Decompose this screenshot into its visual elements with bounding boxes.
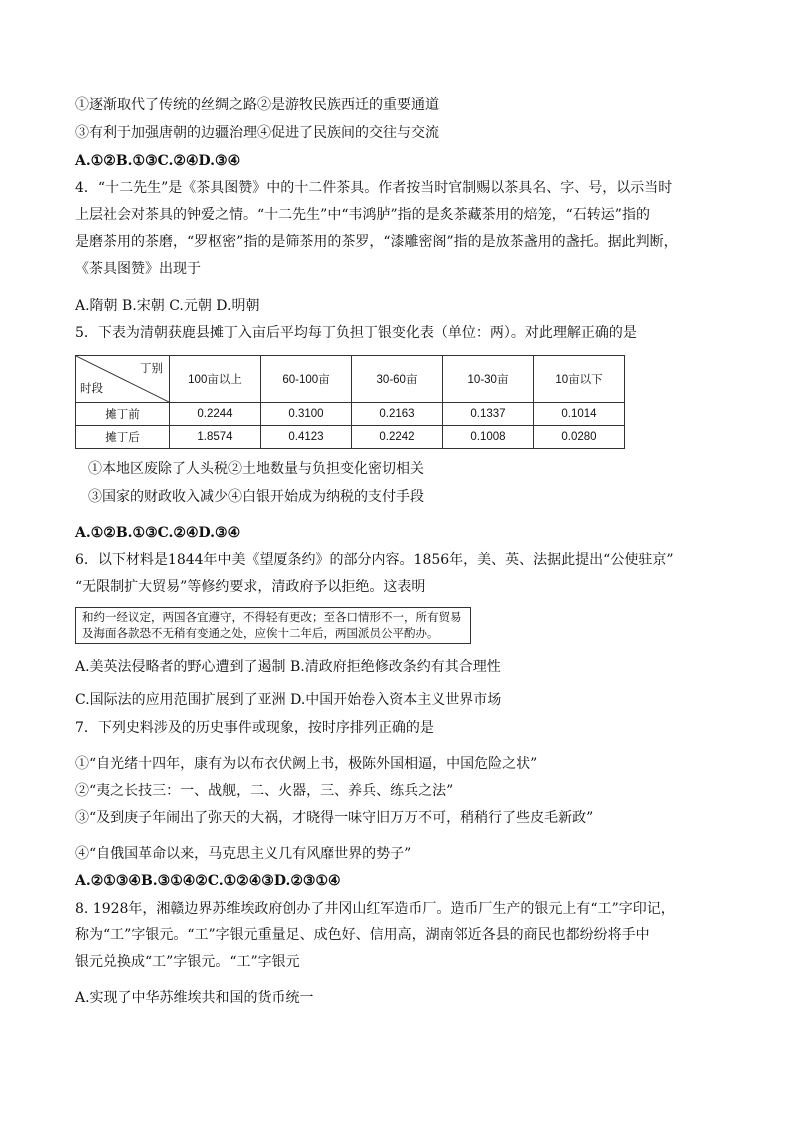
q3-option-line-1: ①逐渐取代了传统的丝绸之路②是游牧民族西迁的重要通道	[75, 97, 439, 113]
table-cell: 0.2242	[352, 426, 443, 449]
q7-source-1: ①“自光绪十四年，康有为以布衣伏阙上书，极陈外国相逼，中国危险之状”	[75, 756, 538, 772]
quote-line: 及海面各款恐不无稍有变通之处，应俟十二年后，两国派员公平酌办。	[82, 628, 439, 640]
table-header: 30-60亩	[352, 356, 443, 403]
q5-data-table	[75, 355, 625, 449]
table-cell: 0.2244	[170, 403, 261, 426]
q6-options-line-2: C.国际法的应用范围扩展到了亚洲 D.中国开始卷入资本主义世界市场	[75, 692, 502, 708]
row-label: 摊丁前	[76, 403, 170, 426]
q7-stem: 7．下列史料涉及的历史事件或现象，按时序排列正确的是	[75, 720, 434, 736]
row-label: 摊丁后	[76, 426, 170, 449]
q7-answer-choices: A.②①③④B.③①④②C.①②④③D.②③①④	[75, 873, 341, 889]
table-cell: 0.4123	[261, 426, 352, 449]
q5-option-line-2: ③国家的财政收入减少④白银开始成为纳税的支付手段	[88, 489, 424, 505]
corner-label-category: 丁别	[140, 363, 163, 375]
table-header: 10-30亩	[443, 356, 534, 403]
q3-answer-choices: A.①②B.①③C.②④D.③④	[75, 153, 241, 169]
quote-line: 和约一经议定，两国各宜遵守，不得轻有更改；至各口情形不一，所有贸易	[82, 612, 462, 624]
q5-option-line-1: ①本地区废除了人头税②土地数量与负担变化密切相关	[88, 461, 424, 477]
q6-stem-line-2: “无限制扩大贸易”等修约要求，清政府予以拒绝。这表明	[75, 579, 426, 595]
q8-stem-line-2: 称为“工”字银元。“工”字银元重量足、成色好、信用高，湖南邻近各县的商民也都纷纷将手中	[75, 927, 650, 943]
q7-source-3: ③“及到庚子年闹出了弥天的大祸，才晓得一味守旧万万不可，稍稍行了些皮毛新政”	[75, 810, 594, 826]
table-cell: 0.1337	[443, 403, 534, 426]
corner-label-period: 时段	[80, 383, 103, 395]
q8-stem-line-3: 银元兑换成“工”字银元。“工”字银元	[75, 954, 300, 970]
table-cell: 0.1014	[534, 403, 625, 426]
q4-stem-line-1: 4．“十二先生”是《茶具图赞》中的十二件茶具。作者按当时官制赐以茶具名、字、号，以示当时	[75, 180, 673, 196]
table-cell: 0.1008	[443, 426, 534, 449]
table-row	[76, 426, 625, 449]
q6-options-line-1: A.美英法侵略者的野心遭到了遏制 B.清政府拒绝修改条约有其合理性	[75, 659, 501, 675]
q4-answer-choices: A.隋朝 B.宋朝 C.元朝 D.明朝	[75, 298, 260, 314]
table-corner-cell	[76, 356, 170, 403]
q7-source-2: ②“夷之长技三：一、战舰，二、火器，三、养兵、练兵之法”	[75, 783, 454, 799]
table-header: 60-100亩	[261, 356, 352, 403]
table-header: 100亩以上	[170, 356, 261, 403]
table-header: 10亩以下	[534, 356, 625, 403]
table-row	[76, 403, 625, 426]
q4-stem-line-3: 是磨茶用的茶磨，“罗枢密”指的是筛茶用的茶罗，“漆雕密阁”指的是放茶盏用的盏托。据此判断，	[75, 234, 678, 250]
q8-stem-line-1: 8. 1928年，湘赣边界苏维埃政府创办了井冈山红军造币厂。造币厂生产的银元上有“工”字印记，	[75, 901, 675, 917]
q5-stem: 5．下表为清朝获鹿县摊丁入亩后平均每丁负担丁银变化表（单位：两）。对此理解正确的是	[75, 325, 637, 341]
q5-answer-choices: A.①②B.①③C.②④D.③④	[75, 525, 241, 541]
q3-option-line-2: ③有利于加强唐朝的边疆治理④促进了民族间的交往与交流	[75, 125, 439, 141]
q4-stem-line-4: 《茶具图赞》出现于	[75, 261, 201, 277]
table-cell: 0.2163	[352, 403, 443, 426]
q7-source-4: ④“自俄国革命以来，马克思主义几有风靡世界的势子”	[75, 846, 412, 862]
q6-source-quote	[75, 607, 471, 644]
q4-stem-line-2: 上层社会对茶具的钟爱之情。“十二先生”中“韦鸿胪”指的是炙茶藏茶用的焙笼，“石转运”指的	[75, 207, 650, 223]
q8-option-a: A.实现了中华苏维埃共和国的货币统一	[75, 990, 314, 1006]
table-cell: 0.0280	[534, 426, 625, 449]
table-cell: 1.8574	[170, 426, 261, 449]
table-cell: 0.3100	[261, 403, 352, 426]
q6-stem-line-1: 6．以下材料是1844年中美《望厦条约》的部分内容。1856年，美、英、法据此提出“公使驻京”	[75, 552, 674, 568]
